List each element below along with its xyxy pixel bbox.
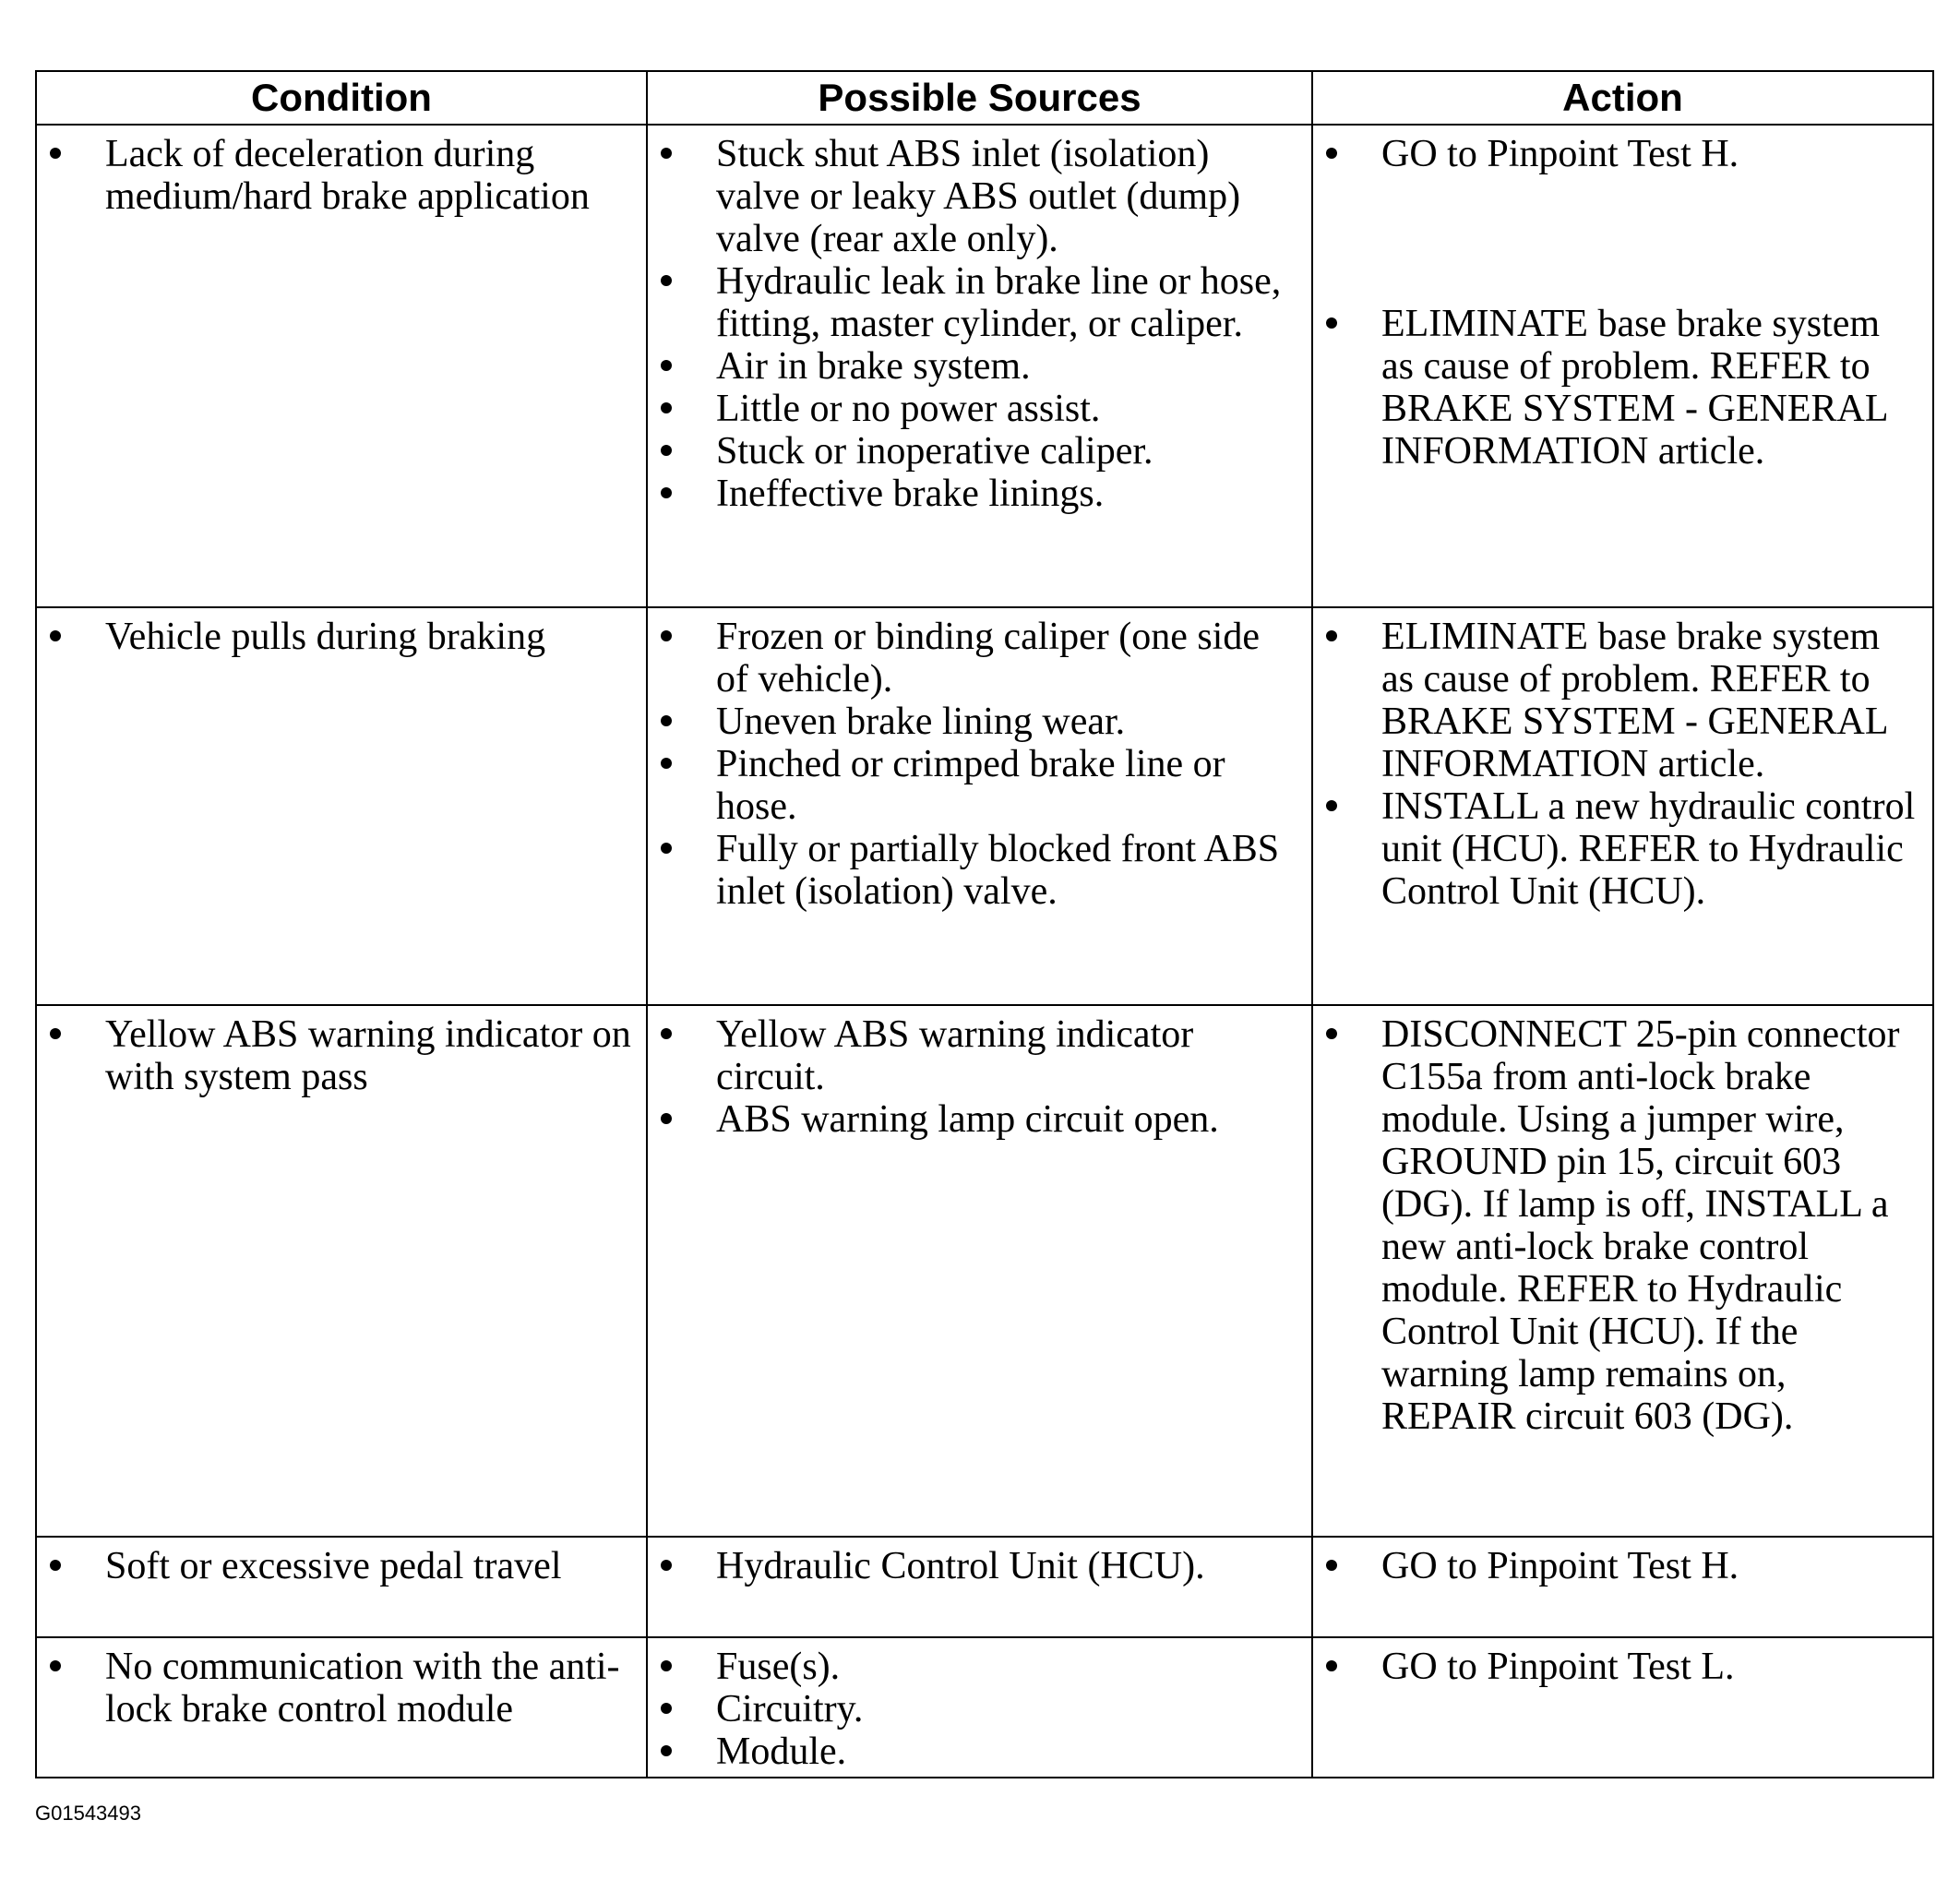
table-row bbox=[36, 125, 1933, 607]
list-item: Pinched or crimped brake line or hose. bbox=[648, 743, 1311, 828]
list-item: Air in brake system. bbox=[648, 345, 1311, 388]
list-item: ELIMINATE base brake system as cause of problem. REFER to BRAKE SYSTEM - GENERAL INFORMATION article. bbox=[1313, 303, 1932, 473]
list-item: GO to Pinpoint Test L. bbox=[1313, 1646, 1932, 1688]
diagnosis-table bbox=[35, 70, 1934, 1778]
table-row bbox=[36, 1537, 1933, 1637]
list-item: Uneven brake lining wear. bbox=[648, 701, 1311, 743]
list-item: Circuitry. bbox=[648, 1688, 1311, 1730]
list-item: Stuck or inoperative caliper. bbox=[648, 430, 1311, 473]
condition-cell bbox=[36, 1005, 647, 1536]
list-item: Yellow ABS warning indicator on with system pass bbox=[37, 1013, 646, 1098]
action-cell bbox=[1312, 607, 1933, 1005]
list-item: Ineffective brake linings. bbox=[648, 473, 1311, 515]
action-cell bbox=[1312, 1537, 1933, 1637]
list-item: No communication with the anti-lock brake control module bbox=[37, 1646, 646, 1730]
list-item: Hydraulic Control Unit (HCU). bbox=[648, 1545, 1311, 1587]
sources-cell bbox=[647, 125, 1312, 607]
list-item: ELIMINATE base brake system as cause of problem. REFER to BRAKE SYSTEM - GENERAL INFORMATION article. bbox=[1313, 616, 1932, 785]
sources-cell bbox=[647, 1637, 1312, 1778]
action-cell bbox=[1312, 1637, 1933, 1778]
action-cell bbox=[1312, 1005, 1933, 1536]
list-item: Yellow ABS warning indicator circuit. bbox=[648, 1013, 1311, 1098]
list-item: Stuck shut ABS inlet (isolation) valve or leaky ABS outlet (dump) valve (rear axle only). bbox=[648, 133, 1311, 260]
list-item: GO to Pinpoint Test H. bbox=[1313, 1545, 1932, 1587]
condition-cell bbox=[36, 1537, 647, 1637]
list-item: DISCONNECT 25-pin connector C155a from anti-lock brake module. Using a jumper wire, GROUND pin 15, circuit 603 (DG). If lamp is off, INSTALL a new anti-lock brake control module. REFER to Hydraulic Control Unit (HCU). If the warning lamp remains on, REPAIR circuit 603 (DG). bbox=[1313, 1013, 1932, 1438]
header-row bbox=[36, 71, 1933, 125]
sources-cell bbox=[647, 607, 1312, 1005]
list-item: Little or no power assist. bbox=[648, 388, 1311, 430]
figure-id: G01543493 bbox=[35, 1802, 141, 1825]
sources-cell bbox=[647, 1005, 1312, 1536]
table-row bbox=[36, 1637, 1933, 1778]
list-item: INSTALL a new hydraulic control unit (HCU). REFER to Hydraulic Control Unit (HCU). bbox=[1313, 785, 1932, 913]
list-item: Frozen or binding caliper (one side of vehicle). bbox=[648, 616, 1311, 701]
list-item: Fully or partially blocked front ABS inlet (isolation) valve. bbox=[648, 828, 1311, 913]
list-item: ABS warning lamp circuit open. bbox=[648, 1098, 1311, 1141]
table-row bbox=[36, 607, 1933, 1005]
header-possible-sources: Possible Sources bbox=[647, 71, 1312, 125]
condition-cell bbox=[36, 1637, 647, 1778]
header-condition: Condition bbox=[36, 71, 647, 125]
list-item: Module. bbox=[648, 1730, 1311, 1773]
condition-cell bbox=[36, 607, 647, 1005]
list-item: GO to Pinpoint Test H. bbox=[1313, 133, 1932, 175]
table-row bbox=[36, 1005, 1933, 1536]
header-action: Action bbox=[1312, 71, 1933, 125]
action-cell bbox=[1312, 125, 1933, 607]
list-item: Lack of deceleration during medium/hard brake application bbox=[37, 133, 646, 218]
list-item: Soft or excessive pedal travel bbox=[37, 1545, 646, 1587]
list-item: Fuse(s). bbox=[648, 1646, 1311, 1688]
list-item: Hydraulic leak in brake line or hose, fitting, master cylinder, or caliper. bbox=[648, 260, 1311, 345]
condition-cell bbox=[36, 125, 647, 607]
sources-cell bbox=[647, 1537, 1312, 1637]
list-item: Vehicle pulls during braking bbox=[37, 616, 646, 658]
